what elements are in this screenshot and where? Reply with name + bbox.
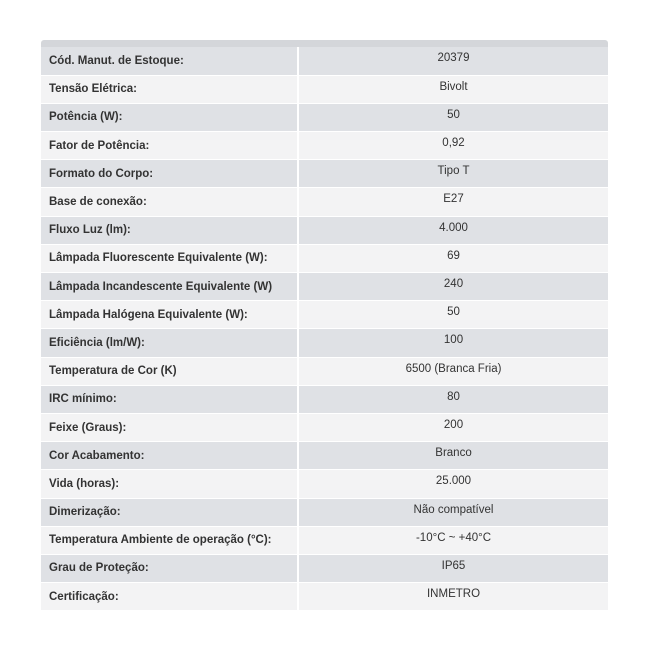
spec-value: IP65	[298, 554, 608, 582]
table-row	[41, 160, 608, 188]
spec-label: Potência (W):	[41, 103, 298, 131]
table-row	[41, 554, 608, 582]
spec-label: Tensão Elétrica:	[41, 75, 298, 103]
spec-value: E27	[298, 188, 608, 216]
table-row	[41, 103, 608, 131]
table-row	[41, 470, 608, 498]
table-row	[41, 216, 608, 244]
spec-label: Grau de Proteção:	[41, 554, 298, 582]
table-row	[41, 75, 608, 103]
spec-label: Temperatura Ambiente de operação (°C):	[41, 526, 298, 554]
spec-value: 50	[298, 103, 608, 131]
spec-label: Lâmpada Incandescente Equivalente (W)	[41, 273, 298, 301]
spec-value: 4.000	[298, 216, 608, 244]
spec-value: 50	[298, 301, 608, 329]
table-row	[41, 583, 608, 610]
table-row	[41, 132, 608, 160]
spec-label: Vida (horas):	[41, 470, 298, 498]
spec-label: Formato do Corpo:	[41, 160, 298, 188]
spec-label: Dimerização:	[41, 498, 298, 526]
spec-value: 0,92	[298, 132, 608, 160]
spec-label: Lâmpada Fluorescente Equivalente (W):	[41, 244, 298, 272]
spec-label: Certificação:	[41, 583, 298, 610]
spec-value: 200	[298, 413, 608, 441]
spec-value: 80	[298, 385, 608, 413]
specifications-table	[41, 47, 608, 610]
table-row	[41, 442, 608, 470]
spec-label: Cor Acabamento:	[41, 442, 298, 470]
table-row	[41, 273, 608, 301]
table-row	[41, 385, 608, 413]
table-row	[41, 47, 608, 75]
spec-value: 69	[298, 244, 608, 272]
spec-label: Lâmpada Halógena Equivalente (W):	[41, 301, 298, 329]
table-row	[41, 301, 608, 329]
spec-label: Eficiência (lm/W):	[41, 329, 298, 357]
spec-label: Feixe (Graus):	[41, 413, 298, 441]
specifications-panel	[41, 40, 608, 610]
spec-label: IRC mínimo:	[41, 385, 298, 413]
table-row	[41, 329, 608, 357]
spec-value: 100	[298, 329, 608, 357]
table-row	[41, 188, 608, 216]
spec-value: Tipo T	[298, 160, 608, 188]
spec-label: Cód. Manut. de Estoque:	[41, 47, 298, 75]
spec-value: -10°C ~ +40°C	[298, 526, 608, 554]
spec-value: 25.000	[298, 470, 608, 498]
spec-label: Fator de Potência:	[41, 132, 298, 160]
table-row	[41, 357, 608, 385]
spec-value: 20379	[298, 47, 608, 75]
spec-value: Bivolt	[298, 75, 608, 103]
panel-top-bar	[41, 40, 608, 47]
spec-value: 240	[298, 273, 608, 301]
spec-value: 6500 (Branca Fria)	[298, 357, 608, 385]
spec-label: Temperatura de Cor (K)	[41, 357, 298, 385]
table-row	[41, 526, 608, 554]
spec-label: Fluxo Luz (lm):	[41, 216, 298, 244]
spec-value: Não compatível	[298, 498, 608, 526]
table-row	[41, 244, 608, 272]
spec-label: Base de conexão:	[41, 188, 298, 216]
spec-value: INMETRO	[298, 583, 608, 610]
table-row	[41, 413, 608, 441]
table-row	[41, 498, 608, 526]
spec-value: Branco	[298, 442, 608, 470]
